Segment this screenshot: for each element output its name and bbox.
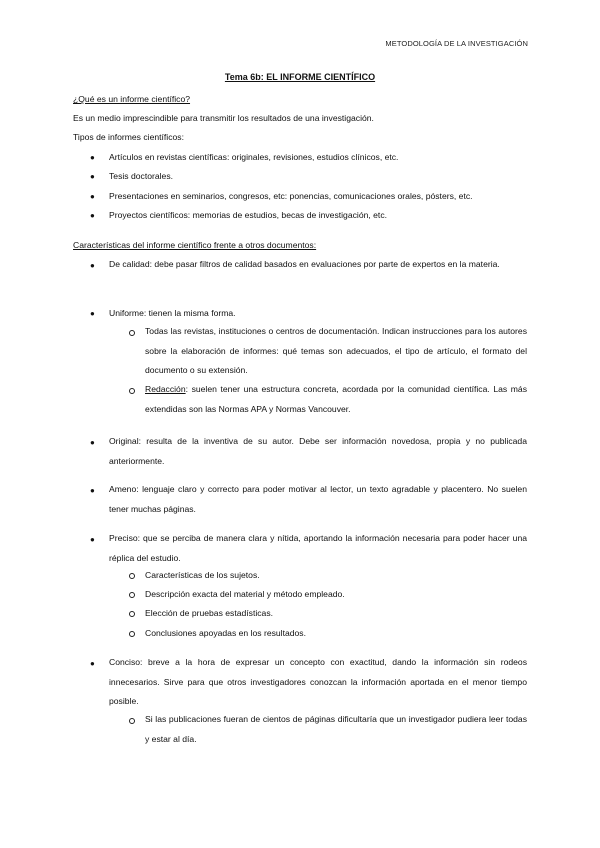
- page-title: Tema 6b: EL INFORME CIENTÍFICO: [224, 72, 376, 82]
- bullet-icon: ●: [90, 486, 95, 495]
- item-uniforme: Uniforme: tienen la misma forma.: [109, 308, 236, 318]
- conciso-sub-item: Si las publicaciones fueran de cientos de páginas dificultaría que un investigador pudiera leer todas y estar al día.: [145, 714, 527, 744]
- uniforme-sub-item: Todas las revistas, instituciones o centros de documentación. Indican instrucciones para los autores sobre la elaboración de informes: qué temas son adecuados, el tipo de artículo, el formato del documento o su extensión.: [145, 326, 527, 375]
- bullet-icon: ●: [90, 309, 95, 318]
- item-ameno: Ameno: lenguaje claro y correcto para poder motivar al lector, un texto agradable y placentero. No suelen tener muchas páginas.: [109, 484, 527, 514]
- bullet-icon: ●: [90, 535, 95, 544]
- item-calidad: De calidad: debe pasar filtros de calidad basados en evaluaciones por parte de expertos en la materia.: [109, 259, 500, 269]
- bullet-icon: ●: [90, 211, 95, 220]
- preciso-sub-item: Elección de pruebas estadísticas.: [145, 608, 274, 618]
- preciso-sub-item: Características de los sujetos.: [145, 570, 260, 580]
- bullet-icon: ●: [90, 192, 95, 201]
- item-conciso: Conciso: breve a la hora de expresar un concepto con exactitud, dando la información sin rodeos innecesarios. Sirve para que otros investigadores conozcan la información aportada en el menor tiempo posible.: [109, 657, 527, 706]
- types-heading: Tipos de informes científicos:: [73, 132, 184, 142]
- type-item: Presentaciones en seminarios, congresos, etc: ponencias, comunicaciones orales, pósters, etc.: [109, 191, 473, 201]
- redaccion-label: Redacción: [145, 384, 186, 394]
- item-original: Original: resulta de la inventiva de su autor. Debe ser información novedosa, propia y no publicada anteriormente.: [109, 436, 527, 466]
- type-item: Tesis doctorales.: [109, 171, 174, 181]
- item-preciso: Preciso: que se perciba de manera clara y nítida, aportando la información necesaria para poder hacer una réplica del estudio.: [109, 533, 527, 563]
- type-item: Proyectos científicos: memorias de estudios, becas de investigación, etc.: [109, 210, 388, 220]
- bullet-icon: ●: [90, 659, 95, 668]
- running-header: METODOLOGÍA DE LA INVESTIGACIÓN: [385, 39, 528, 48]
- preciso-sub-item: Conclusiones apoyadas en los resultados.: [145, 628, 306, 638]
- question-heading: ¿Qué es un informe científico?: [73, 94, 191, 104]
- bullet-icon: ●: [90, 172, 95, 181]
- circle-bullet-icon: [129, 718, 135, 724]
- characteristics-heading: Características del informe científico frente a otros documentos:: [73, 240, 317, 250]
- bullet-icon: ●: [90, 438, 95, 447]
- redaccion-text: : suelen tener una estructura concreta, acordada por la comunidad científica. Las más extendidas son las Normas APA y Normas Vancouver.: [145, 384, 527, 414]
- circle-bullet-icon: [129, 388, 135, 394]
- circle-bullet-icon: [129, 330, 135, 336]
- circle-bullet-icon: [129, 573, 135, 579]
- definition-text: Es un medio imprescindible para transmitir los resultados de una investigación.: [73, 113, 374, 123]
- redaccion-item: [145, 380, 527, 419]
- circle-bullet-icon: [129, 631, 135, 637]
- bullet-icon: ●: [90, 153, 95, 162]
- preciso-sub-item: Descripción exacta del material y método empleado.: [145, 589, 345, 599]
- type-item: Artículos en revistas científicas: originales, revisiones, estudios clínicos, etc.: [109, 152, 399, 162]
- circle-bullet-icon: [129, 592, 135, 598]
- circle-bullet-icon: [129, 611, 135, 617]
- bullet-icon: ●: [90, 261, 95, 270]
